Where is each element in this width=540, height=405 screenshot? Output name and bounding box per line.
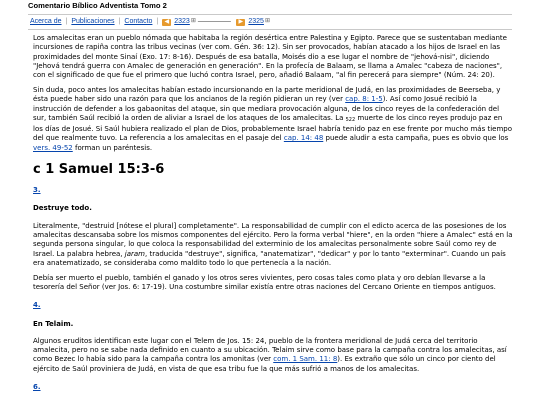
hebrew-word: jaram	[124, 249, 145, 258]
nav-separator: |	[118, 18, 121, 26]
nav-separator: |	[65, 18, 68, 26]
nav-separator: |	[156, 18, 159, 26]
nav-link-publications[interactable]: Publicaciones	[71, 18, 115, 26]
ref-link-1-sam-11[interactable]: com. 1 Sam. 11: 8	[273, 355, 338, 364]
paragraph-amalecitas: Los amalecitas eran un pueblo nómada que habitaba la región desértica entre Palestina y Egipto. Parece que se sustentaban mediante incursiones de rapiña contra las tribus vecinas (ver com. Gén. 36: 12). Sin ser provocados, habían atacado a los hijos de Israel en las proximidades del monte Sinaí (Exo. 17: 8-16). Después de esa batalla, Moisés dio a ese lugar el nombre de "jehová-nisi", diciendo "Jehová tendrá guerra con Amalec de generación en generación". En la profecía de Balaam, se llama a Amalec "cabeza de naciones", con el significado de que fue el primero que luchó contra Israel, pero, añadió Balaam, "al fin perecerá para siempre" (Núm. 24: 20).	[33, 34, 507, 80]
paragraph-text: Algunos eruditos identifican este lugar con el Telem de Jos. 15: 24, pueblo de la frontera meridional de Judá cerca del territorio amalecita, pero no se sabe nada definido en cuanto a su ubicación. Telaim sirve como base para la campaña contra los amalecitas, así como Bezec lo había sido para la campaña contra los amonitas (ver	[33, 336, 507, 364]
paragraph-text: ). Así como Josué recibió la instrucción de defender a los gabaonitas del ataque, sin que mediara provocación alguna, de los cinco reyes de la confederación del sur, también Saúl recibió la orden de aliviar a Israel de los ataques de los amalecitas. La	[33, 95, 500, 122]
verse-3-paragraph-1	[33, 222, 513, 268]
paragraph-text: , traducida "destruye", significa, "anatematizar", "dedicar" y por lo tanto "exterminar". Cuando un país era anatematizado, se consideraba como maldito todo lo que pertenecía a la nación.	[33, 249, 506, 267]
paragraph-text: Literalmente, "destruid [nótese el plural] completamente". La responsabilidad de cumplir con el edicto acerca de las posesiones de los amalecitas descansaba sobre los mismos componentes del ejército. Pero la forma verbal "hiere", en la orden "hiere a Amalec" está en la segunda persona singular, lo que coloca la responsabilidad del exterminio de los amalecitas personalmente sobre Saúl como rey de Israel. La palabra hebrea,	[33, 221, 513, 258]
paragraph-text: ). Es extraño que sólo un cinco por ciento del ejército de Saúl proviniera de Judá, en vista de que esa tribu fue la que más sufrió a manos de los amalecitas.	[33, 355, 496, 373]
page-number-marker: 522	[345, 116, 356, 123]
section-title: c 1 Samuel 15:3-6	[33, 162, 165, 178]
paragraph-text: Sin duda, poco antes los amalecitas habían estado incursionando en la parte meridional de Judá, en las proximidades de Beerseba, y ésta puede haber sido una razón para que los ancianos de la región pidieran un rey (ver	[33, 85, 501, 104]
ref-link-cap-14[interactable]: cap. 14: 48	[283, 134, 324, 143]
next-page-suffix: ⊞	[264, 18, 270, 25]
nav-link-about[interactable]: Acerca de	[30, 18, 62, 26]
verse-number-3[interactable]: 3.	[33, 186, 41, 195]
verse-4-paragraph-1	[33, 337, 513, 374]
page-header	[28, 0, 512, 30]
paragraph-text: forman un paréntesis.	[72, 143, 153, 152]
verse-heading-4: En Telaim.	[33, 319, 74, 328]
paragraph-text: puede aludir a esta campaña, pues es obvio que los	[323, 134, 509, 143]
next-page-icon[interactable]: ▶	[236, 19, 245, 26]
verse-number-6[interactable]: 6.	[33, 383, 41, 392]
site-title: Comentario Bíblico Adventista Tomo 2	[28, 1, 167, 10]
verse-3-paragraph-2: Debía ser muerto el pueblo, también el ganado y los otros seres vivientes, pero cosas tales como plata y oro debían llevarse a la tesorería del Señor (ver Jos. 6: 17-19). Una costumbre similar existía entre otras naciones del Cercano Oriente en tiempos antiguos.	[33, 273, 496, 291]
ref-link-vers-49[interactable]: vers. 49-52	[33, 143, 73, 152]
prev-page-suffix: ⊞	[190, 18, 196, 25]
ref-link-cap-8[interactable]: cap. 8: 1-5	[345, 95, 383, 104]
verse-number-4[interactable]: 4.	[33, 301, 41, 310]
verse-heading-3: Destruye todo.	[33, 204, 92, 213]
nav-link-contact[interactable]: Contacto	[124, 18, 153, 26]
next-page-link[interactable]: 2325	[248, 18, 264, 26]
paragraph-text: muerte de los cinco reyes produjo paz en los días de Josué. Si Saúl hubiera realizado el plan de Dios, probablemente Israel habría tenido paz en ese frente por mucho más tiempo del que realmente tuvo. La referencia a los amalecitas en el pasaje del	[33, 113, 513, 143]
paragraph-campaign	[33, 86, 513, 153]
nav-dashes: —————	[197, 18, 231, 26]
prev-page-link[interactable]: 2323	[174, 18, 190, 26]
main-content	[33, 34, 513, 401]
prev-page-icon[interactable]: ◀	[162, 19, 171, 26]
nav-bar	[28, 14, 512, 30]
